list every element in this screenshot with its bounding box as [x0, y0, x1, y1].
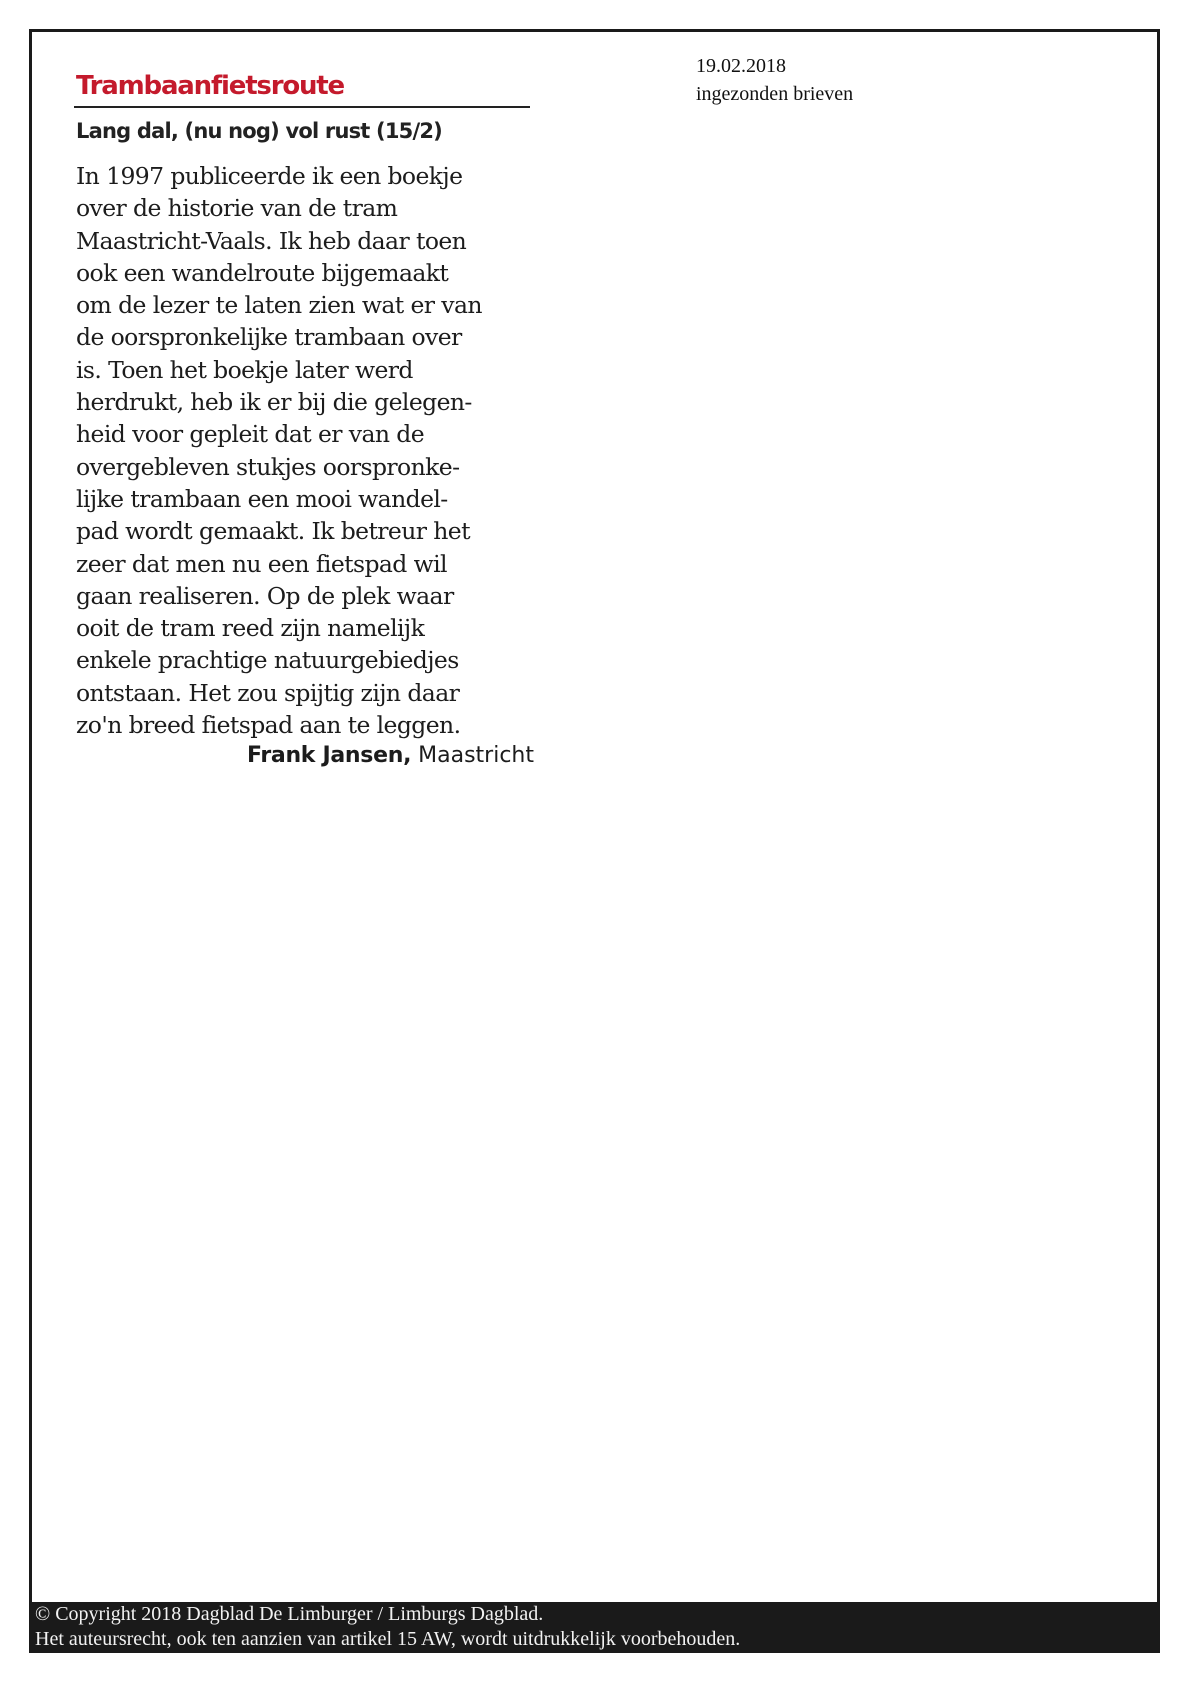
body-line: lijke trambaan een mooi wandel-: [76, 484, 448, 513]
body-line: In 1997 publiceerde ik een boekje: [76, 162, 463, 190]
copyright-footer: [29, 1602, 1160, 1653]
body-line: gaan realiseren. Op de plek waar: [76, 581, 454, 610]
body-line: Maastricht-Vaals. Ik heb daar toen: [76, 226, 467, 255]
author-place: Maastricht: [418, 743, 534, 769]
document-meta: [696, 52, 853, 108]
body-line: de oorspronkelijke trambaan over: [76, 323, 462, 352]
newspaper-clipping: [68, 70, 538, 810]
body-line: enkele prachtige natuurgebiedjes: [76, 646, 459, 675]
article-signature: [76, 741, 534, 771]
body-line: om de lezer te laten zien wat er van: [76, 291, 482, 320]
body-line: ontstaan. Het zou spijtig zijn daar: [76, 678, 460, 707]
copyright-line: © Copyright 2018 Dagblad De Limburger / Limburgs Dagblad.: [35, 1603, 544, 1625]
body-line: is. Toen het boekje later werd: [76, 355, 413, 384]
body-line: overgebleven stukjes oorspronke-: [76, 452, 460, 481]
section-label: ingezonden brieven: [696, 83, 854, 105]
article-kicker: Trambaanfietsroute: [76, 71, 344, 101]
rights-notice: Het auteursrecht, ook ten aanzien van artikel 15 AW, wordt uitdrukkelijk voorbehouden.: [35, 1628, 741, 1650]
body-line: zo'n breed fietspad aan te leggen.: [76, 711, 461, 740]
article-body: [76, 160, 536, 741]
body-line: over de historie van de tram: [76, 194, 398, 223]
body-line: herdrukt, heb ik er bij die gelegen-: [76, 388, 472, 417]
body-line: heid voor gepleit dat er van de: [76, 420, 425, 449]
body-line: pad wordt gemaakt. Ik betreur het: [76, 517, 470, 546]
body-line: ooit de tram reed zijn namelijk: [76, 614, 425, 643]
article-headline: Lang dal, (nu nog) vol rust (15/2): [76, 119, 442, 143]
publication-date: 19.02.2018: [696, 55, 786, 77]
kicker-divider: [74, 106, 530, 108]
body-line: ook een wandelroute bijgemaakt: [76, 258, 449, 287]
body-line: zeer dat men nu een fietspad wil: [76, 549, 447, 578]
author-name: Frank Jansen,: [247, 743, 412, 769]
